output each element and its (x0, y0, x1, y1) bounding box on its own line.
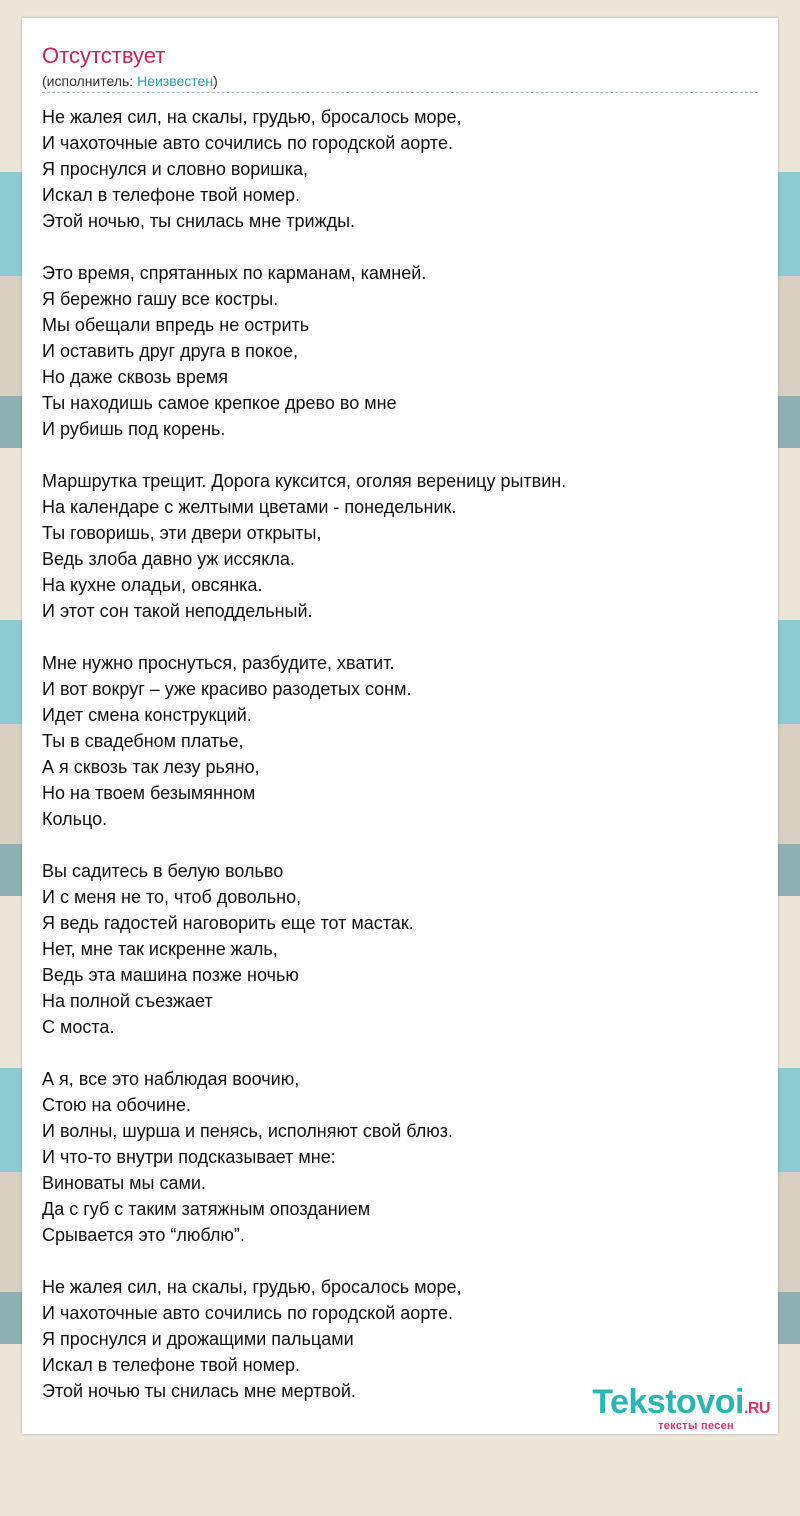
lyrics-line: И с меня не то, чтоб довольно, (42, 887, 302, 907)
lyrics-line: И этот сон такой неподдельный. (42, 601, 313, 621)
lyrics-line: Я бережно гашу все костры. (42, 289, 279, 309)
lyrics-line: Ты в свадебном платье, (42, 731, 244, 751)
lyrics-line: Этой ночью ты снилась мне мертвой. (42, 1381, 356, 1401)
logo-domain: .RU (743, 1400, 770, 1417)
lyrics-stanza (42, 1066, 566, 1248)
lyrics-line: Искал в телефоне твой номер. (42, 1355, 301, 1375)
lyrics-line: На полной съезжает (42, 991, 213, 1011)
lyrics-line: Да с губ с таким затяжным опозданием (42, 1199, 371, 1219)
lyrics-line: И волны, шурша и пенясь, исполняют свой блюз. (42, 1121, 454, 1141)
lyrics-line: И что-то внутри подсказывает мне: (42, 1147, 336, 1167)
lyrics-line: На кухне оладьи, овсянка. (42, 575, 263, 595)
lyrics-line: Я ведь гадостей наговорить еще тот мастак. (42, 913, 414, 933)
artist-suffix: ) (213, 73, 218, 89)
lyrics-card (22, 18, 778, 1434)
lyrics-line: Идет смена конструкций. (42, 705, 252, 725)
lyrics-line: И вот вокруг – уже красиво разодетых сонм. (42, 679, 412, 699)
lyrics-line: Но даже сквозь время (42, 367, 228, 387)
lyrics-line: И рубишь под корень. (42, 419, 226, 439)
lyrics-line: Ты говоришь, эти двери открыты, (42, 523, 322, 543)
lyrics-line: И чахоточные авто сочились по городской аорте. (42, 133, 453, 153)
lyrics-line: С моста. (42, 1017, 115, 1037)
lyrics-line: И оставить друг друга в покое, (42, 341, 299, 361)
logo-tagline: тексты песен (658, 1420, 734, 1432)
lyrics-line: Это время, спрятанных по карманам, камней. (42, 263, 427, 283)
lyrics-line: На календаре с желтыми цветами - понедельник. (42, 497, 457, 517)
lyrics-line: Я проснулся и дрожащими пальцами (42, 1329, 354, 1349)
lyrics-line: Ведь эта машина позже ночью (42, 965, 299, 985)
lyrics-line: Не жалея сил, на скалы, грудью, бросалось море, (42, 1277, 462, 1297)
lyrics-stanza (42, 260, 566, 442)
lyrics-line: Срывается это “люблю”. (42, 1225, 245, 1245)
lyrics-stanza (42, 104, 566, 234)
lyrics-line: А я, все это наблюдая воочию, (42, 1069, 300, 1089)
artist-prefix: (исполнитель: (42, 73, 138, 89)
lyrics-stanza (42, 1274, 566, 1404)
lyrics-line: Стою на обочине. (42, 1095, 191, 1115)
lyrics-line: Ведь злоба давно уж иссякла. (42, 549, 295, 569)
lyrics-line: Ты находишь самое крепкое древо во мне (42, 393, 397, 413)
lyrics-stanza (42, 650, 566, 832)
lyrics-line: Вы садитесь в белую вольво (42, 861, 284, 881)
lyrics-stanza (42, 468, 566, 624)
artist-line (42, 72, 758, 93)
lyrics-line: Нет, мне так искренне жаль, (42, 939, 278, 959)
song-title: Отсутствует (42, 43, 166, 68)
lyrics-line: И чахоточные авто сочились по городской аорте. (42, 1303, 453, 1323)
lyrics-line: Но на твоем безымянном (42, 783, 256, 803)
lyrics-line: Не жалея сил, на скалы, грудью, бросалось море, (42, 107, 462, 127)
lyrics-line: Маршрутка трещит. Дорога куксится, оголяя вереницу рытвин. (42, 471, 567, 491)
lyrics-line: Виноваты мы сами. (42, 1173, 206, 1193)
lyrics-line: Мне нужно проснуться, разбудите, хватит. (42, 653, 395, 673)
lyrics-stanza (42, 858, 566, 1040)
lyrics-line: Я проснулся и словно воришка, (42, 159, 309, 179)
lyrics-line: Кольцо. (42, 809, 108, 829)
site-logo[interactable] (592, 1385, 770, 1432)
lyrics-line: Мы обещали впредь не острить (42, 315, 310, 335)
lyrics-line: Этой ночью, ты снилась мне трижды. (42, 211, 356, 231)
lyrics-line: Искал в телефоне твой номер. (42, 185, 301, 205)
lyrics-line: А я сквозь так лезу рьяно, (42, 757, 260, 777)
logo-text: Tekstovoi (592, 1383, 744, 1421)
lyrics-body (42, 104, 566, 1430)
artist-link[interactable]: Неизвестен (137, 73, 214, 89)
